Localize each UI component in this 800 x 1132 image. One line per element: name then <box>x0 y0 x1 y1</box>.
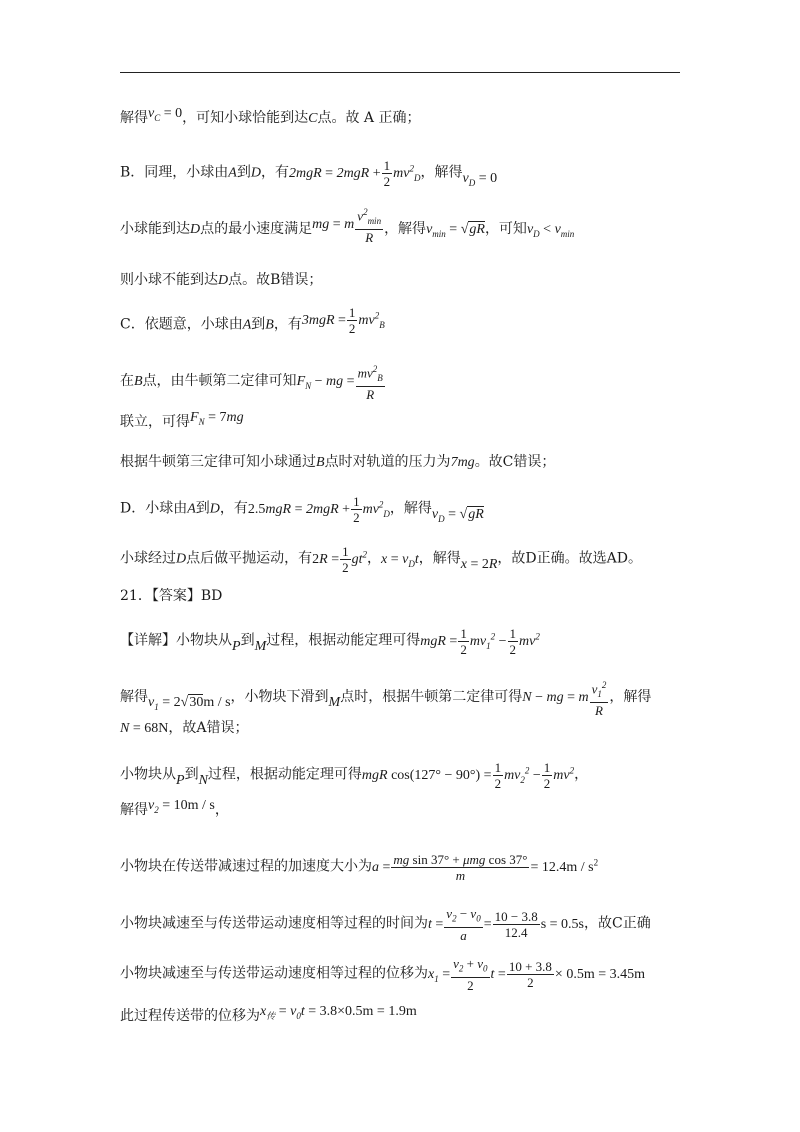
text: 解得 <box>120 802 148 818</box>
equation-time: t = $\frac{v_2 - v_0}{a}$ = $\frac{10 - 3.8}{12.4}$ s = 0.5s <box>428 906 584 943</box>
text: 根据牛顿第三定律可知小球通过 <box>120 454 316 470</box>
text: 点后做平抛运动，有 <box>186 550 313 567</box>
equation-newton-m: N − mg = m $\frac{v_1^2}{R}$ <box>522 680 607 718</box>
line-5 <box>120 305 385 341</box>
point-label: M <box>254 638 267 654</box>
equation-horizontal: $x = v_Dt$ <box>380 551 419 569</box>
point-label: B <box>316 455 325 470</box>
point-label: A <box>187 501 196 517</box>
point-label: M <box>328 695 341 711</box>
text: 小物块在传送带减速过程的加速度大小为 <box>120 858 372 875</box>
equation-newton-b: $F_N$ − mg = $\frac{mv^2_B}{R}$ <box>296 364 383 402</box>
text: 解得 <box>120 689 148 706</box>
text: 。故C错误； <box>474 454 556 470</box>
equation-vc: $v_C = 0$ <box>148 106 183 123</box>
equation-energy-d: 2mgR = 2mgR + $\frac{1}{2}$ $mv^2_D$ <box>288 158 421 189</box>
text: 到 <box>195 500 210 517</box>
point-label: D <box>250 165 261 181</box>
text: 小球经过 <box>120 550 176 567</box>
force-value: 7mg <box>450 455 475 470</box>
text: 点的最小速度满足 <box>200 221 313 238</box>
equation-vd0: $v_D = 0$ <box>462 170 498 188</box>
equation-energy-b: 3mgR = $\frac{1}{2}$ $mv^2_B$ <box>301 305 385 336</box>
text: 此过程传送带的位移为 <box>120 1008 260 1024</box>
line-14 <box>120 718 248 739</box>
text: 小物块减速至与传送带运动速度相等过程的位移为 <box>120 965 428 982</box>
equation-v1: $v_1 = 2√30m / s$ <box>148 695 231 712</box>
text: D．小球由 <box>120 500 188 517</box>
line-7 <box>120 412 244 437</box>
line-10 <box>120 544 642 575</box>
line-8 <box>120 452 555 473</box>
text: 在 <box>120 373 134 390</box>
text: C．依题意，小球由 <box>120 316 243 333</box>
text: 点。故B错误； <box>228 272 323 288</box>
line-17 <box>120 852 598 883</box>
line-2 <box>120 158 497 189</box>
line-12 <box>120 626 540 657</box>
header-rule <box>120 72 680 73</box>
answer-heading: 21．【答案】BD <box>120 588 223 604</box>
equation-acceleration: a = $\frac{\text{mg sin 37° + μmg cos 37°}}{m}$ = $12.4m / s^2$ <box>372 852 599 883</box>
text: 到 <box>251 316 266 333</box>
equation-n: N = 68N <box>120 721 169 736</box>
line-19 <box>120 956 645 993</box>
text: ，解得 <box>609 689 652 706</box>
text: ，小物块下滑到 <box>230 689 329 706</box>
line-4 <box>120 270 322 291</box>
text: ，解得 <box>420 164 463 181</box>
text: ，有 <box>219 500 248 517</box>
text: ，可知 <box>484 221 527 238</box>
point-label: C <box>308 111 318 126</box>
point-label: B <box>134 374 143 390</box>
text: 过程，根据动能定理可得 <box>207 766 362 783</box>
point-label: D <box>190 222 201 238</box>
line-16 <box>120 800 229 825</box>
equation-fn: $F_N = 7mg$ <box>190 410 244 427</box>
line-1 <box>120 108 421 133</box>
text: 点。故 A 正确； <box>317 110 421 126</box>
equation-compare: $v_D < v_{min}$ <box>526 222 575 239</box>
line-3 <box>120 207 575 250</box>
text: 到 <box>184 766 199 783</box>
line-11 <box>120 586 222 606</box>
equation-energy-pn: mgR cos(127° − 90°) = $\frac{1}{2}$ $mv_2^2$ − $\frac{1}{2}$ $mv^2$ <box>361 760 575 791</box>
line-18 <box>120 906 651 943</box>
line-20 <box>120 1006 417 1031</box>
text: ， <box>214 802 229 818</box>
text: 过程，根据动能定理可得 <box>266 632 421 649</box>
point-label: P <box>232 638 241 654</box>
equation-vd: $v_D = √gR$ <box>431 506 484 524</box>
line-6 <box>120 362 386 402</box>
equation-energy-d2: 2.5mgR = 2mgR + $\frac{1}{2}$ $mv^2_D$ <box>247 494 390 525</box>
text: ，解得 <box>389 500 432 517</box>
point-label: D <box>209 501 220 517</box>
point-label: D <box>218 273 229 288</box>
text: 则小球不能到达 <box>120 272 218 288</box>
text: ，有 <box>273 316 302 333</box>
equation-vmin: $v_{min} = √gR$ <box>426 222 485 239</box>
point-label: N <box>198 772 208 788</box>
text: 小物块减速至与传送带运动速度相等过程的时间为 <box>120 915 428 932</box>
text: 联立，可得 <box>120 414 190 430</box>
text: ，可知小球恰能到达 <box>182 110 309 126</box>
equation-displacement: $x_1$ = $\frac{v_2 + v_0}{2}$ t = $\frac{10 + 3.8}{2}$ × 0.5m = 3.45m <box>428 956 645 993</box>
point-label: D <box>176 551 187 567</box>
text: ，故A错误； <box>168 720 249 736</box>
text: 解得 <box>120 110 148 126</box>
equation-belt-displacement: $x_传 = v_0t = 3.8\times 0.5m = 1.9m$ <box>260 1004 417 1021</box>
text: B．同理，小球由 <box>120 164 229 181</box>
text: 点时，根据牛顿第二定律可得 <box>340 689 523 706</box>
point-label: P <box>176 772 185 788</box>
equation-v2: $v_2 = 10m / s$ <box>148 798 215 815</box>
text: 到 <box>240 632 255 649</box>
text: 点时对轨道的压力为 <box>324 454 451 470</box>
point-label: B <box>265 317 274 333</box>
text: 小球能到达 <box>120 221 190 238</box>
equation-energy-pm: mgR = $\frac{1}{2}$ $mv_1^2$ − $\frac{1}{2}$ $mv^2$ <box>420 626 540 657</box>
text: 到 <box>236 164 251 181</box>
text: ，有 <box>260 164 289 181</box>
text: ， <box>366 550 381 567</box>
point-label: A <box>242 317 252 333</box>
equation-fall: 2R = $\frac{1}{2}$ $gt^2$ <box>312 544 367 575</box>
equation-vmin-condition: mg = m $\frac{v^2_{min}}{R}$ <box>312 207 382 245</box>
text: ，故D正确。故选AD。 <box>497 550 642 567</box>
line-15: 小物块从P到N过程，根据动能定理可得mgR cos(127° − 90°) = $\frac{1}{2}$ $mv_2^2$ − $\frac{1}{2}$ $mv^2$， <box>120 760 589 791</box>
equation-x: x = 2R <box>460 556 498 572</box>
text: ，解得 <box>384 221 427 238</box>
text: 【详解】小物块从 <box>120 632 232 649</box>
line-13 <box>120 678 651 718</box>
point-label: A <box>228 165 237 181</box>
text: 小物块从 <box>120 766 176 783</box>
line-9 <box>120 494 484 525</box>
text: ，故C正确 <box>584 915 651 932</box>
text: 点，由牛顿第二定律可知 <box>142 373 297 390</box>
text: ，解得 <box>418 550 461 567</box>
